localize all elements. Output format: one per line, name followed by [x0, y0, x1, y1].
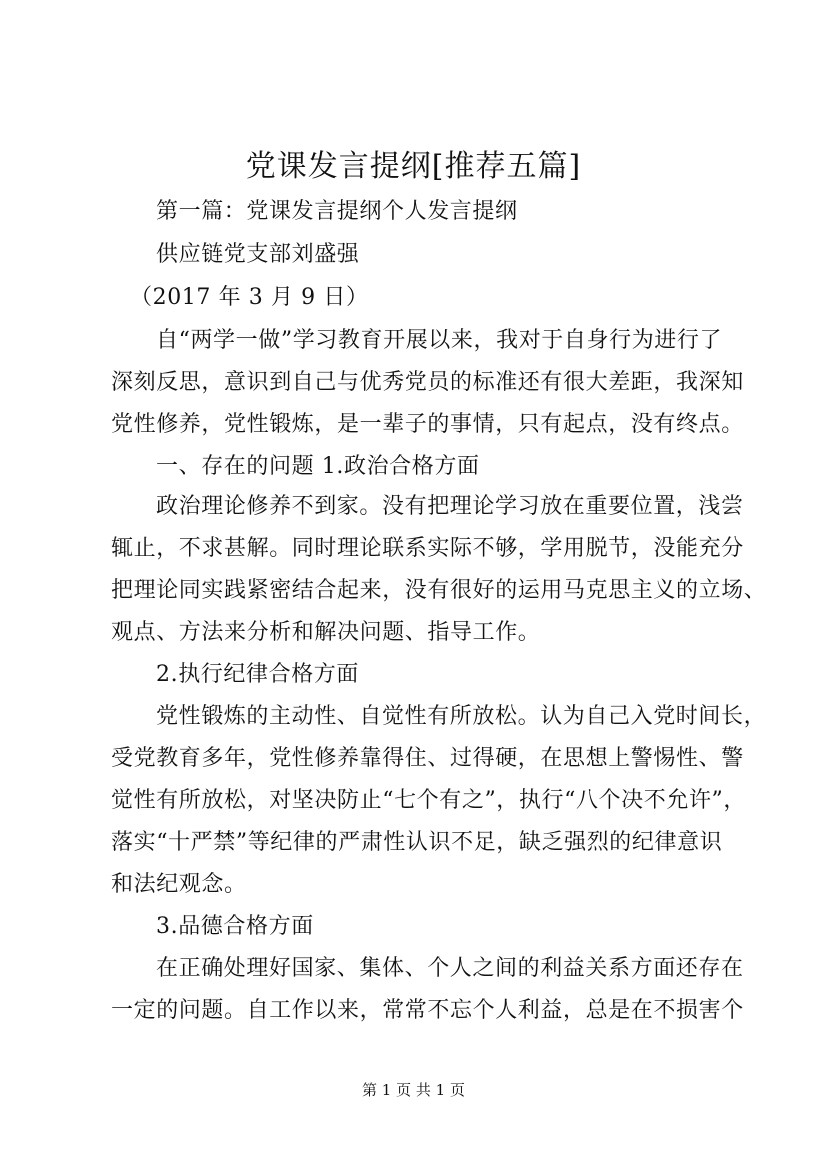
section-heading: 第一篇：党课发言提纲个人发言提纲 [156, 199, 518, 224]
paragraph-line: 落实“十严禁”等纪律的严肃性认识不足，缺乏强烈的纪律意识 [111, 830, 723, 855]
page-number: 第 1 页 共 1 页 [362, 1081, 465, 1099]
paragraph-line: 观点、方法来分析和解决问题、指导工作。 [111, 620, 541, 645]
subheading-line: 3.品德合格方面 [156, 914, 314, 939]
document-title: 党课发言提纲[推荐五篇] [245, 149, 582, 184]
paragraph-line: 受党教育多年，党性修养靠得住、过得硬，在思想上警惕性、警 [111, 746, 744, 771]
paragraph-line: 深刻反思，意识到自己与优秀党员的标准还有很大差距，我深知 [111, 370, 744, 395]
paragraph-line: 政治理论修养不到家。没有把理论学习放在重要位置，浅尝 [156, 494, 744, 519]
paragraph-line: 把理论同实践紧密结合起来，没有很好的运用马克思主义的立场、 [111, 578, 767, 603]
paragraph-line: 觉性有所放松，对坚决防止“七个有之”，执行“八个决不允许”， [111, 788, 746, 813]
paragraph-line: 党性锻炼的主动性、自觉性有所放松。认为自己入党时间长， [156, 704, 767, 729]
paragraph-line: 辄止，不求甚解。同时理论联系实际不够，学用脱节，没能充分 [111, 536, 744, 561]
paragraph-line: 在正确处理好国家、集体、个人之间的利益关系方面还存在 [156, 956, 744, 981]
author-line: 供应链党支部刘盛强 [156, 242, 360, 267]
subheading-line: 2.执行纪律合格方面 [156, 662, 359, 687]
paragraph-line: 党性修养，党性锻炼，是一辈子的事情，只有起点，没有终点。 [111, 412, 744, 437]
subheading-line: 一、存在的问题 1.政治合格方面 [156, 454, 480, 479]
paragraph-line: 和法纪观念。 [111, 872, 247, 897]
date-line: （2017 年 3 月 9 日） [130, 285, 369, 310]
paragraph-line: 一定的问题。自工作以来，常常不忘个人利益，总是在不损害个 [111, 998, 744, 1023]
paragraph-line: 自“两学一做”学习教育开展以来，我对于自身行为进行了 [156, 328, 723, 353]
